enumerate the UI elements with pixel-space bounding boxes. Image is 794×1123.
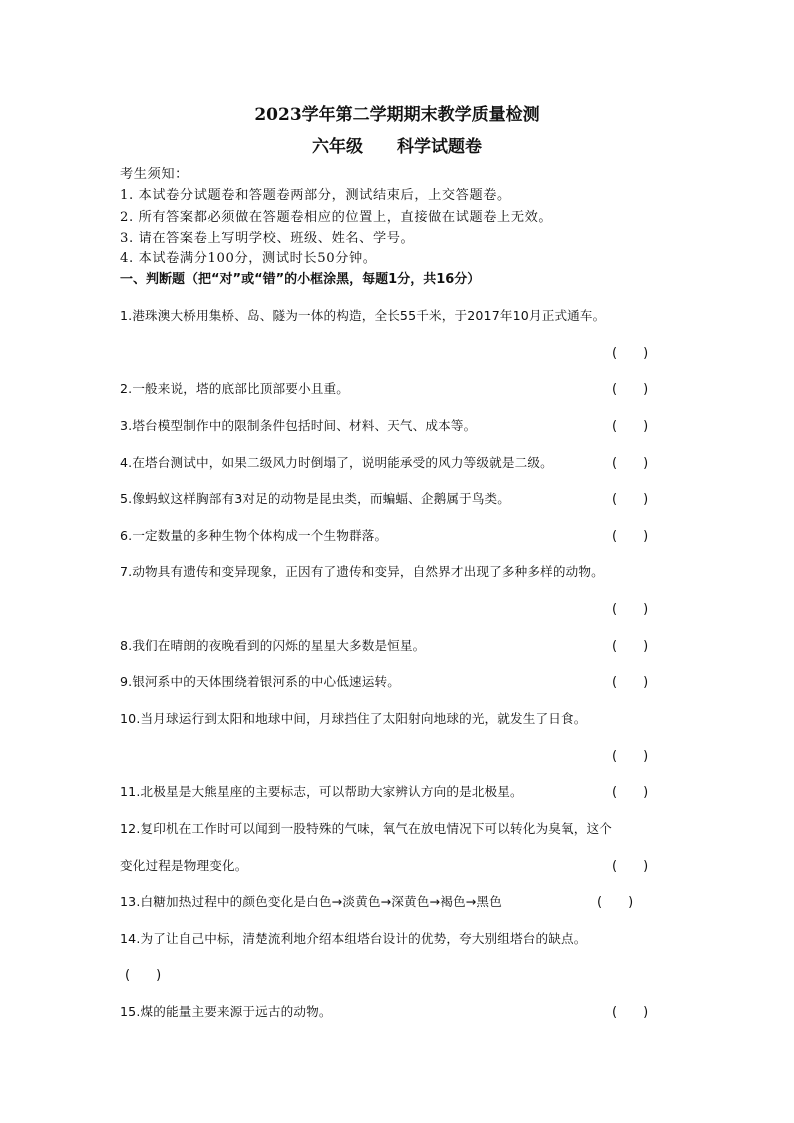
answer-blank-9: ( ) (612, 675, 649, 690)
exam-title: 2023学年第二学期期末教学质量检测 (254, 105, 540, 125)
question-6: 6.一定数量的多种生物个体构成一个生物群落。 (120, 528, 388, 543)
answer-blank-8: ( ) (612, 639, 649, 654)
exam-subtitle: 六年级 科学试题卷 (312, 137, 482, 157)
section-title: 一、判断题（把“对”或“错”的小框涂黑，每题1分，共16分） (120, 272, 481, 287)
question-10: 10.当月球运行到太阳和地球中间，月球挡住了太阳射向地球的光，就发生了日食。 (120, 711, 587, 726)
answer-blank-13: ( ) (597, 895, 634, 910)
answer-blank-7: ( ) (612, 602, 649, 617)
question-12: 12.复印机在工作时可以闻到一股特殊的气味，氧气在放电情况下可以转化为臭氧，这个 (120, 821, 612, 836)
question-15: 15.煤的能量主要来源于远古的动物。 (120, 1004, 332, 1019)
question-14: 14.为了让自己中标，清楚流利地介绍本组塔台设计的优势，夸大别组塔台的缺点。 (120, 931, 587, 946)
notice-heading: 考生须知： (120, 167, 189, 182)
question-12-continued: 变化过程是物理变化。 (120, 858, 248, 873)
answer-blank-2: ( ) (612, 382, 649, 397)
answer-blank-5: ( ) (612, 492, 649, 507)
answer-blank-3: ( ) (612, 419, 649, 434)
question-13: 13.白糖加热过程中的颜色变化是白色→淡黄色→深黄色→褐色→黑色 (120, 894, 502, 909)
answer-blank-15: ( ) (612, 1005, 649, 1020)
notice-item: 3. 请在答案卷上写明学校、班级、姓名、学号。 (120, 231, 415, 246)
answer-blank-11: ( ) (612, 785, 649, 800)
notice-item: 1. 本试卷分试题卷和答题卷两部分，测试结束后，上交答题卷。 (120, 188, 511, 203)
notice-item: 2. 所有答案都必须做在答题卷相应的位置上，直接做在试题卷上无效。 (120, 210, 553, 225)
notice-item: 4. 本试卷满分100分，测试时长50分钟。 (120, 251, 377, 266)
question-9: 9.银河系中的天体围绕着银河系的中心低速运转。 (120, 674, 400, 689)
answer-blank-12: ( ) (612, 859, 649, 874)
question-11: 11.北极星是大熊星座的主要标志，可以帮助大家辨认方向的是北极星。 (120, 784, 523, 799)
question-4: 4.在塔台测试中，如果二级风力时倒塌了，说明能承受的风力等级就是二级。 (120, 455, 553, 470)
answer-blank-4: ( ) (612, 456, 649, 471)
answer-blank-10: ( ) (612, 749, 649, 764)
question-5: 5.像蚂蚁这样胸部有3对足的动物是昆虫类，而蝙蝠、企鹅属于鸟类。 (120, 491, 511, 506)
question-1: 1.港珠澳大桥用集桥、岛、隧为一体的构造，全长55千米，于2017年10月正式通车。 (120, 308, 606, 323)
question-7: 7.动物具有遗传和变异现象，正因有了遗传和变异，自然界才出现了多种多样的动物。 (120, 564, 604, 579)
answer-blank-1: ( ) (612, 346, 649, 361)
answer-blank-14: ( ) (125, 968, 162, 983)
question-3: 3.塔台模型制作中的限制条件包括时间、材料、天气、成本等。 (120, 418, 477, 433)
answer-blank-6: ( ) (612, 529, 649, 544)
question-8: 8.我们在晴朗的夜晚看到的闪烁的星星大多数是恒星。 (120, 638, 426, 653)
question-2: 2.一般来说，塔的底部比顶部要小且重。 (120, 381, 349, 396)
